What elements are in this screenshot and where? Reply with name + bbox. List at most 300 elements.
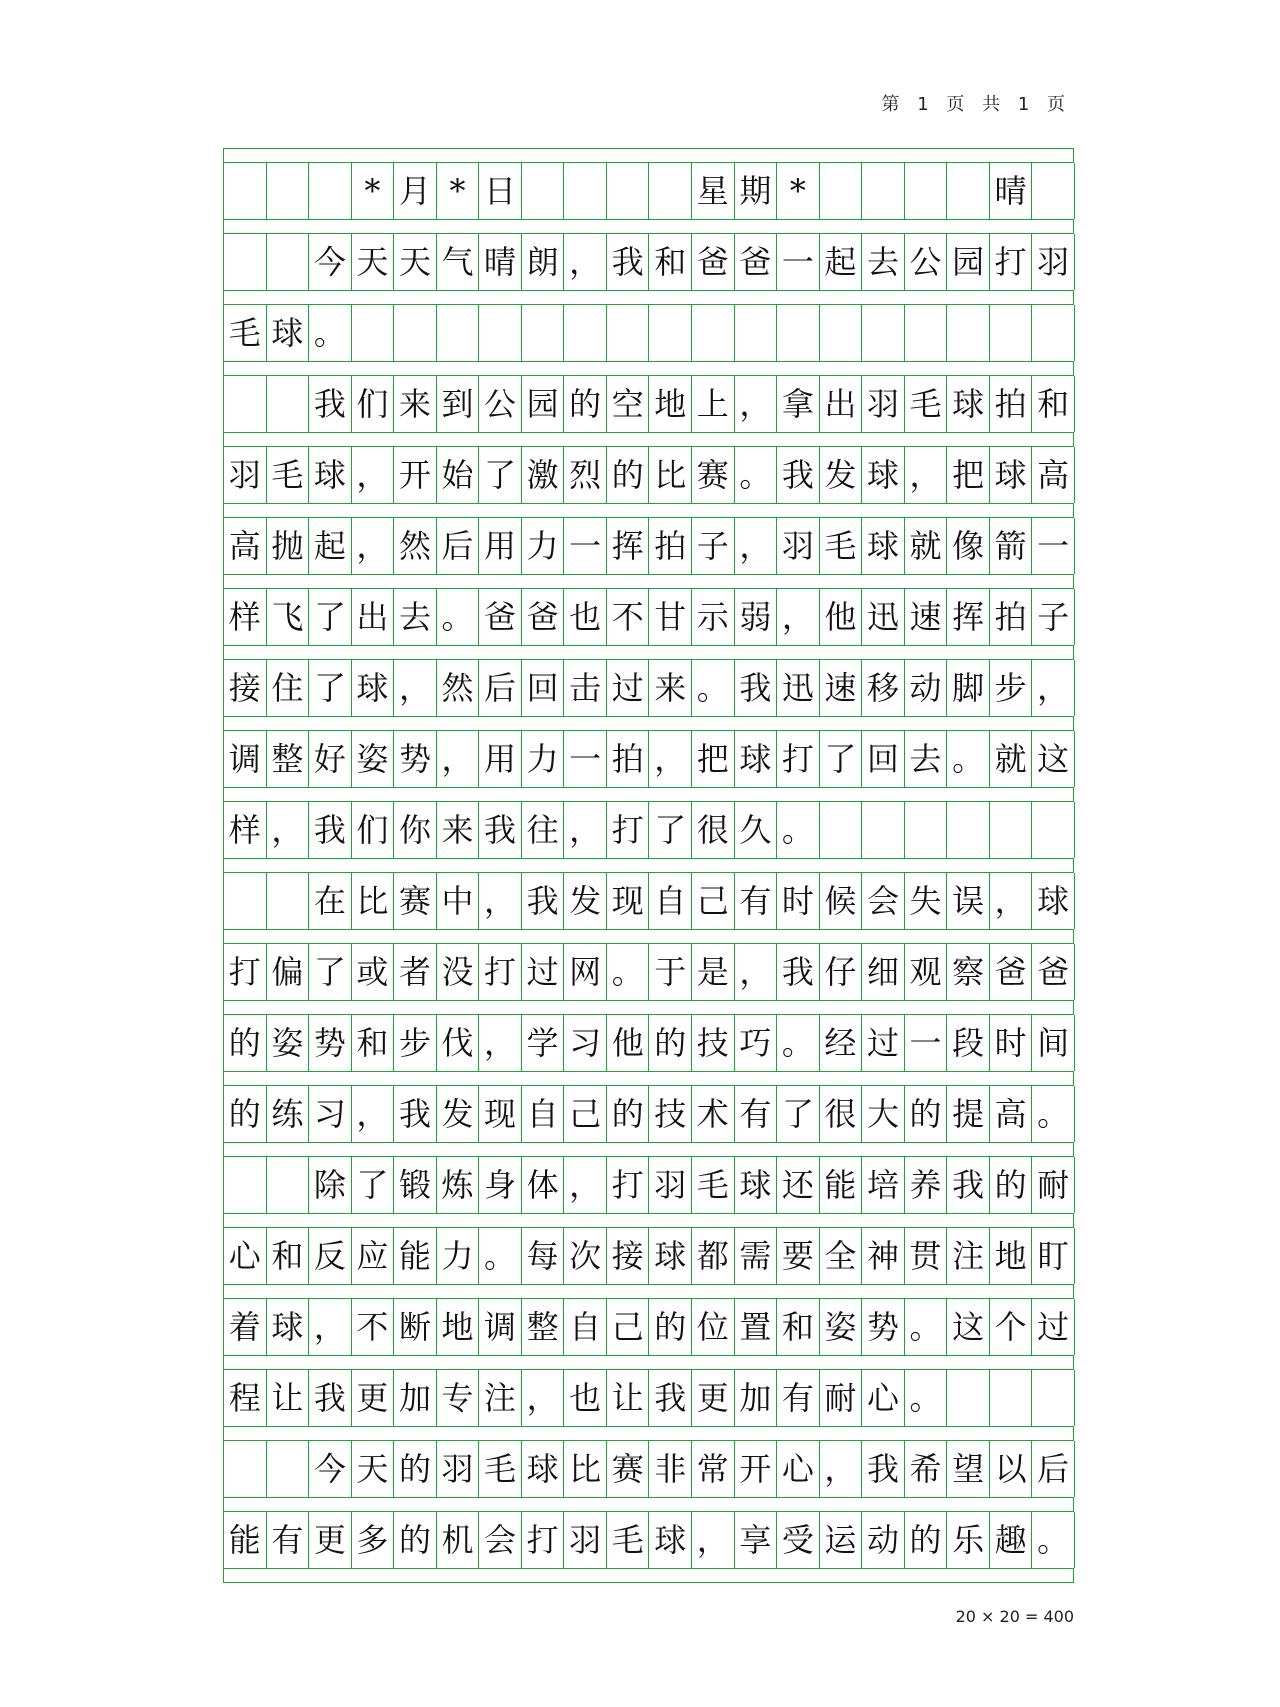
grid-cell: 期 <box>735 163 778 219</box>
grid-row <box>223 1014 1074 1071</box>
grid-cell: 往 <box>522 802 565 858</box>
grid-row <box>223 1156 1074 1213</box>
grid-cell: 力 <box>522 518 565 574</box>
grid-cell: 细 <box>862 944 905 1000</box>
grid-cell: 天 <box>394 234 437 290</box>
grid-cell: 我 <box>777 447 820 503</box>
row-spacer <box>223 1284 1074 1298</box>
grid-cell: 过 <box>522 944 565 1000</box>
grid-cell: 气 <box>437 234 480 290</box>
grid-cell: 和 <box>649 234 692 290</box>
grid-cell: 是 <box>692 944 735 1000</box>
grid-cell: 地 <box>649 376 692 432</box>
grid-cell: 很 <box>820 1086 863 1142</box>
grid-cell: 子 <box>692 518 735 574</box>
grid-cell <box>522 305 565 361</box>
grid-cell: 很 <box>692 802 735 858</box>
grid-cell: 能 <box>224 1512 267 1568</box>
grid-cell <box>607 163 650 219</box>
grid-cell: 爸 <box>522 589 565 645</box>
row-spacer <box>223 1568 1074 1582</box>
grid-cell: 打 <box>607 1157 650 1213</box>
row-spacer <box>223 716 1074 730</box>
grid-bottom-border <box>223 1582 1074 1583</box>
grid-cell: 空 <box>607 376 650 432</box>
grid-cell: 羽 <box>649 1157 692 1213</box>
grid-cell <box>394 305 437 361</box>
grid-cell: 有 <box>777 1370 820 1426</box>
grid-row <box>223 1511 1074 1568</box>
grid-cell: 球 <box>862 447 905 503</box>
row-spacer <box>223 574 1074 588</box>
grid-cell: 公 <box>479 376 522 432</box>
grid-cell: 毛 <box>692 1157 735 1213</box>
grid-cell: 羽 <box>862 376 905 432</box>
grid-cell: 示 <box>692 589 735 645</box>
grid-cell: 会 <box>862 873 905 929</box>
grid-cell <box>649 305 692 361</box>
grid-cell: 我 <box>522 873 565 929</box>
grid-cell <box>820 163 863 219</box>
grid-cell: 会 <box>479 1512 522 1568</box>
grid-cell: 发 <box>437 1086 480 1142</box>
grid-cell: 能 <box>820 1157 863 1213</box>
grid-cell: 过 <box>607 660 650 716</box>
grid-cell: 调 <box>479 1299 522 1355</box>
grid-cell: 。 <box>1032 1086 1075 1142</box>
grid-cell <box>990 305 1033 361</box>
grid-cell: 了 <box>649 802 692 858</box>
grid-cell: 有 <box>267 1512 310 1568</box>
grid-cell: 自 <box>522 1086 565 1142</box>
grid-row <box>223 943 1074 1000</box>
grid-cell: 技 <box>692 1015 735 1071</box>
grid-cell: 球 <box>649 1228 692 1284</box>
grid-cell: 他 <box>607 1015 650 1071</box>
grid-cell: 。 <box>735 447 778 503</box>
grid-cell: ， <box>692 1512 735 1568</box>
grid-cell: 一 <box>777 234 820 290</box>
grid-cell: 一 <box>1032 518 1075 574</box>
grid-cell: 。 <box>479 1228 522 1284</box>
grid-cell: 我 <box>777 944 820 1000</box>
grid-cell: 朗 <box>522 234 565 290</box>
grid-cell: 出 <box>352 589 395 645</box>
grid-cell: 园 <box>947 234 990 290</box>
grid-cell: 让 <box>607 1370 650 1426</box>
grid-cell: 来 <box>394 376 437 432</box>
grid-cell <box>862 802 905 858</box>
grid-cell: 爸 <box>990 944 1033 1000</box>
grid-cell: 整 <box>267 731 310 787</box>
grid-row <box>223 1227 1074 1284</box>
grid-cell: 速 <box>820 660 863 716</box>
grid-cell: 毛 <box>267 447 310 503</box>
grid-cell: 脚 <box>947 660 990 716</box>
grid-cell: 多 <box>352 1512 395 1568</box>
grid-cell: 仔 <box>820 944 863 1000</box>
grid-cell: 位 <box>692 1299 735 1355</box>
grid-cell: 开 <box>735 1441 778 1497</box>
grid-cell: 程 <box>224 1370 267 1426</box>
grid-cell: 我 <box>649 1370 692 1426</box>
grid-cell <box>1032 1370 1075 1426</box>
grid-cell: 在 <box>309 873 352 929</box>
grid-cell: 习 <box>564 1015 607 1071</box>
grid-cell: 羽 <box>437 1441 480 1497</box>
grid-cell: 地 <box>437 1299 480 1355</box>
grid-cell: 己 <box>607 1299 650 1355</box>
grid-cell: ， <box>309 1299 352 1355</box>
grid-cell: 贯 <box>905 1228 948 1284</box>
grid-cell: 己 <box>692 873 735 929</box>
grid-cell: 用 <box>479 731 522 787</box>
grid-cell: 势 <box>309 1015 352 1071</box>
grid-cell: 比 <box>352 873 395 929</box>
row-spacer <box>223 858 1074 872</box>
grid-cell: 我 <box>862 1441 905 1497</box>
row-spacer <box>223 290 1074 304</box>
grid-cell: 身 <box>479 1157 522 1213</box>
grid-cell: 望 <box>947 1441 990 1497</box>
grid-cell: 打 <box>479 944 522 1000</box>
grid-cell: 发 <box>564 873 607 929</box>
grid-cell: 势 <box>862 1299 905 1355</box>
grid-cell: 球 <box>649 1512 692 1568</box>
grid-cell: 们 <box>352 802 395 858</box>
grid-cell: ， <box>990 873 1033 929</box>
grid-cell: ， <box>352 1086 395 1142</box>
grid-cell: 也 <box>564 1370 607 1426</box>
grid-cell: 更 <box>692 1370 735 1426</box>
grid-cell: 飞 <box>267 589 310 645</box>
grid-cell: 你 <box>394 802 437 858</box>
grid-cell: 和 <box>352 1015 395 1071</box>
grid-cell: 培 <box>862 1157 905 1213</box>
row-spacer <box>223 1355 1074 1369</box>
grid-cell: 应 <box>352 1228 395 1284</box>
grid-cell: 巧 <box>735 1015 778 1071</box>
grid-cell <box>1032 305 1075 361</box>
grid-cell: 毛 <box>224 305 267 361</box>
row-spacer <box>223 1426 1074 1440</box>
grid-cell: 的 <box>905 1086 948 1142</box>
grid-row <box>223 162 1074 219</box>
grid-cell: 球 <box>1032 873 1075 929</box>
grid-cell <box>267 1157 310 1213</box>
grid-cell: 毛 <box>820 518 863 574</box>
row-spacer <box>223 1497 1074 1511</box>
row-spacer <box>223 1000 1074 1014</box>
row-spacer <box>223 645 1074 659</box>
grid-cell: 乐 <box>947 1512 990 1568</box>
grid-cell: 把 <box>947 447 990 503</box>
grid-cell: ， <box>564 234 607 290</box>
grid-cell: 技 <box>649 1086 692 1142</box>
grid-cell: 的 <box>990 1157 1033 1213</box>
grid-cell: ， <box>735 944 778 1000</box>
grid-row <box>223 233 1074 290</box>
grid-cell: 毛 <box>607 1512 650 1568</box>
grid-cell: * <box>437 163 480 219</box>
grid-cell: ， <box>905 447 948 503</box>
grid-row <box>223 1440 1074 1497</box>
grid-cell <box>224 1157 267 1213</box>
grid-row <box>223 304 1074 361</box>
grid-cell: 后 <box>437 518 480 574</box>
grid-cell: 的 <box>224 1086 267 1142</box>
grid-cell: 让 <box>267 1370 310 1426</box>
grid-cell: 过 <box>1032 1299 1075 1355</box>
grid-cell: 出 <box>820 376 863 432</box>
grid-cell: 个 <box>990 1299 1033 1355</box>
grid-cell: 步 <box>990 660 1033 716</box>
grid-cell: 整 <box>522 1299 565 1355</box>
grid-cell <box>522 163 565 219</box>
grid-cell: 迅 <box>862 589 905 645</box>
grid-cell: 羽 <box>224 447 267 503</box>
grid-cell: 。 <box>905 1299 948 1355</box>
grid-cell: 和 <box>1032 376 1075 432</box>
grid-cell: 。 <box>692 660 735 716</box>
grid-cell: 回 <box>522 660 565 716</box>
grid-cell: 接 <box>607 1228 650 1284</box>
grid-cell: 晴 <box>479 234 522 290</box>
row-spacer <box>223 361 1074 375</box>
grid-cell: 学 <box>522 1015 565 1071</box>
grid-cell <box>224 873 267 929</box>
grid-cell: 爸 <box>735 234 778 290</box>
grid-cell: 。 <box>437 589 480 645</box>
grid-cell: 箭 <box>990 518 1033 574</box>
grid-cell: 没 <box>437 944 480 1000</box>
grid-cell: 了 <box>479 447 522 503</box>
grid-cell: ， <box>267 802 310 858</box>
grid-cell: 专 <box>437 1370 480 1426</box>
grid-cell: 就 <box>990 731 1033 787</box>
grid-row <box>223 730 1074 787</box>
grid-cell: 用 <box>479 518 522 574</box>
grid-cell: 时 <box>990 1015 1033 1071</box>
grid-cell: 养 <box>905 1157 948 1213</box>
grid-cell: 今 <box>309 1441 352 1497</box>
grid-cell: 了 <box>309 944 352 1000</box>
grid-cell: 的 <box>607 1086 650 1142</box>
grid-cell: 移 <box>862 660 905 716</box>
grid-cell: 自 <box>649 873 692 929</box>
grid-cell: 误 <box>947 873 990 929</box>
grid-cell: 练 <box>267 1086 310 1142</box>
grid-cell: 星 <box>692 163 735 219</box>
grid-cell <box>564 305 607 361</box>
grid-cell: 他 <box>820 589 863 645</box>
grid-cell <box>224 234 267 290</box>
grid-cell <box>607 305 650 361</box>
grid-cell: 比 <box>564 1441 607 1497</box>
grid-cell: 网 <box>564 944 607 1000</box>
grid-cell: 心 <box>777 1441 820 1497</box>
grid-cell: 提 <box>947 1086 990 1142</box>
grid-cell: 高 <box>1032 447 1075 503</box>
grid-cell <box>905 163 948 219</box>
grid-cell: 了 <box>352 1157 395 1213</box>
grid-cell: 一 <box>564 731 607 787</box>
row-spacer <box>223 1071 1074 1085</box>
grid-cell <box>267 163 310 219</box>
grid-cell: 击 <box>564 660 607 716</box>
grid-cell: 高 <box>224 518 267 574</box>
grid-cell <box>947 1370 990 1426</box>
grid-cell: 心 <box>224 1228 267 1284</box>
grid-cell: 打 <box>607 802 650 858</box>
grid-cell: 然 <box>394 518 437 574</box>
grid-cell: 姿 <box>267 1015 310 1071</box>
grid-cell <box>947 802 990 858</box>
grid-cell: 了 <box>309 660 352 716</box>
grid-cell: 还 <box>777 1157 820 1213</box>
row-spacer <box>223 929 1074 943</box>
grid-cell: 球 <box>862 518 905 574</box>
grid-cell: 公 <box>905 234 948 290</box>
grid-cell: 羽 <box>1032 234 1075 290</box>
grid-cell: 这 <box>947 1299 990 1355</box>
grid-cell: 反 <box>309 1228 352 1284</box>
grid-cell: 次 <box>564 1228 607 1284</box>
grid-cell: 动 <box>862 1512 905 1568</box>
row-spacer <box>223 1213 1074 1227</box>
grid-cell: 来 <box>437 802 480 858</box>
grid-row <box>223 1298 1074 1355</box>
grid-cell: 经 <box>820 1015 863 1071</box>
grid-cell: 烈 <box>564 447 607 503</box>
grid-cell: 样 <box>224 589 267 645</box>
grid-cell: 加 <box>735 1370 778 1426</box>
grid-cell: 天 <box>352 1441 395 1497</box>
grid-cell: 速 <box>905 589 948 645</box>
grid-cell: 赛 <box>394 873 437 929</box>
grid-cell: 球 <box>947 376 990 432</box>
grid-cell: ， <box>522 1370 565 1426</box>
grid-cell: 着 <box>224 1299 267 1355</box>
grid-cell: 的 <box>649 1299 692 1355</box>
grid-cell: 己 <box>564 1086 607 1142</box>
grid-row <box>223 659 1074 716</box>
grid-cell: 的 <box>564 376 607 432</box>
grid-cell: 机 <box>437 1512 480 1568</box>
grid-cell: 间 <box>1032 1015 1075 1071</box>
grid-cell: 后 <box>479 660 522 716</box>
grid-cell: 打 <box>522 1512 565 1568</box>
grid-cell: 势 <box>394 731 437 787</box>
grid-cell: 弱 <box>735 589 778 645</box>
grid-cell: 就 <box>905 518 948 574</box>
grid-cell: 的 <box>394 1512 437 1568</box>
composition-grid <box>223 148 1074 1583</box>
grid-cell: 拿 <box>777 376 820 432</box>
grid-cell: 大 <box>862 1086 905 1142</box>
grid-cell <box>820 802 863 858</box>
grid-cell: 我 <box>947 1157 990 1213</box>
grid-cell: 的 <box>394 1441 437 1497</box>
grid-cell: 激 <box>522 447 565 503</box>
grid-row <box>223 801 1074 858</box>
grid-cell: 伐 <box>437 1015 480 1071</box>
grid-cell: 耐 <box>1032 1157 1075 1213</box>
grid-cell: 一 <box>905 1015 948 1071</box>
grid-cell <box>267 873 310 929</box>
grid-cell: 需 <box>735 1228 778 1284</box>
grid-cell <box>862 163 905 219</box>
grid-cell: 姿 <box>352 731 395 787</box>
grid-cell: 球 <box>990 447 1033 503</box>
grid-cell <box>692 305 735 361</box>
grid-cell: 要 <box>777 1228 820 1284</box>
grid-cell: 盯 <box>1032 1228 1075 1284</box>
grid-cell: 我 <box>309 1370 352 1426</box>
grid-cell: 球 <box>309 447 352 503</box>
grid-cell: 时 <box>777 873 820 929</box>
grid-cell: 比 <box>649 447 692 503</box>
grid-cell <box>1032 802 1075 858</box>
grid-cell: 的 <box>224 1015 267 1071</box>
grid-cell: 的 <box>905 1512 948 1568</box>
grid-cell: 我 <box>309 376 352 432</box>
grid-cell: 爸 <box>479 589 522 645</box>
row-spacer <box>223 219 1074 233</box>
grid-cell: 迅 <box>777 660 820 716</box>
grid-cell: 发 <box>820 447 863 503</box>
grid-cell: 拍 <box>990 376 1033 432</box>
grid-cell: 像 <box>947 518 990 574</box>
grid-cell: 球 <box>267 305 310 361</box>
grid-cell: 起 <box>820 234 863 290</box>
grid-cell: 拍 <box>990 589 1033 645</box>
grid-cell: 力 <box>437 1228 480 1284</box>
grid-cell: 毛 <box>905 376 948 432</box>
grid-cell: 。 <box>905 1370 948 1426</box>
grid-cell: 住 <box>267 660 310 716</box>
grid-cell: 球 <box>735 731 778 787</box>
grid-cell: 毛 <box>479 1441 522 1497</box>
grid-cell: ， <box>479 1015 522 1071</box>
grid-cell: 把 <box>692 731 735 787</box>
grid-cell: 常 <box>692 1441 735 1497</box>
grid-cell: 现 <box>607 873 650 929</box>
grid-cell: 我 <box>394 1086 437 1142</box>
grid-cell: 。 <box>607 944 650 1000</box>
grid-cell: 全 <box>820 1228 863 1284</box>
grid-cell: 园 <box>522 376 565 432</box>
grid-cell: 有 <box>735 1086 778 1142</box>
grid-cell: 希 <box>905 1441 948 1497</box>
grid-cell <box>947 163 990 219</box>
grid-cell: 的 <box>649 1015 692 1071</box>
grid-cell: 察 <box>947 944 990 1000</box>
grid-cell <box>947 305 990 361</box>
grid-cell: 样 <box>224 802 267 858</box>
grid-cell: 接 <box>224 660 267 716</box>
grid-cell: 和 <box>777 1299 820 1355</box>
grid-cell: 打 <box>224 944 267 1000</box>
grid-cell: ， <box>564 802 607 858</box>
grid-cell: 今 <box>309 234 352 290</box>
grid-cell: 或 <box>352 944 395 1000</box>
grid-cell: 挥 <box>607 518 650 574</box>
grid-cell: 拍 <box>649 518 692 574</box>
grid-cell: 不 <box>607 589 650 645</box>
grid-cell: 来 <box>649 660 692 716</box>
grid-row <box>223 872 1074 929</box>
